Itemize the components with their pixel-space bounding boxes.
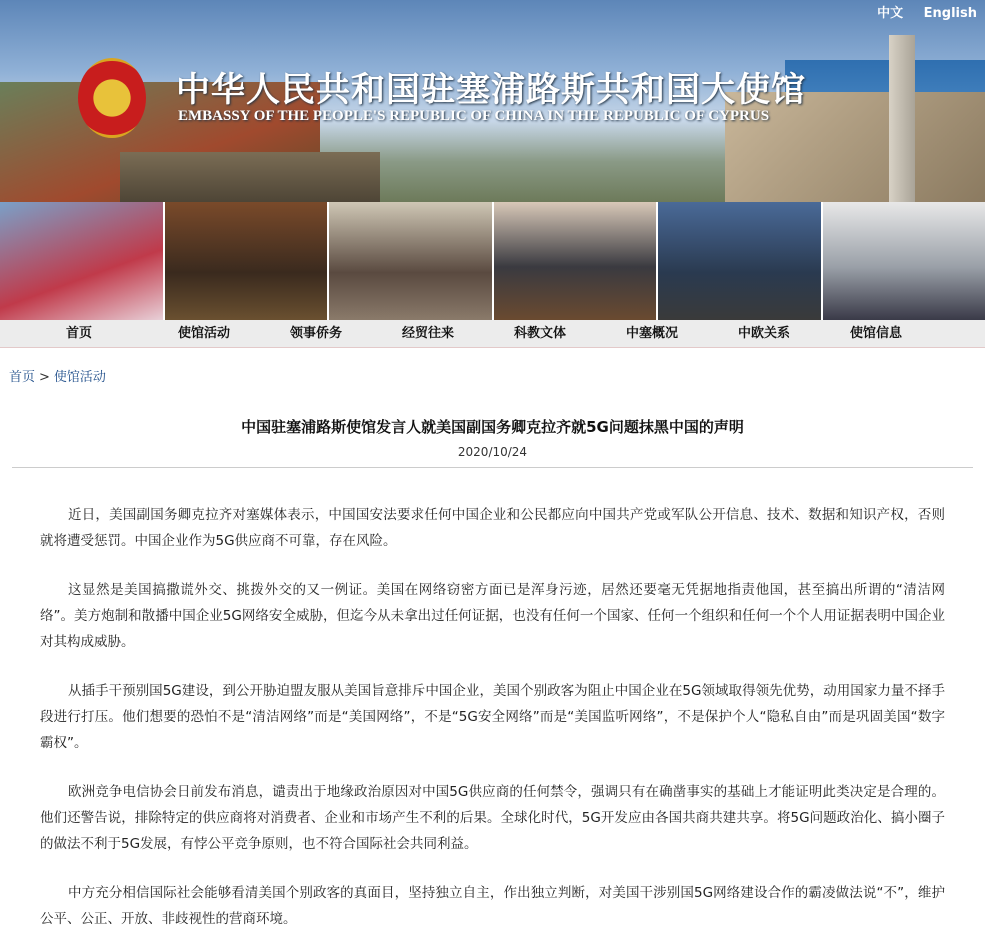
banner-column <box>889 35 915 202</box>
nav-trade[interactable]: 经贸往来 <box>402 326 455 341</box>
paragraph: 这显然是美国搞撒谎外交、挑拨外交的又一例证。美国在网络窃密方面已是浑身污迹，居然还要毫无凭据地指责他国，甚至搞出所谓的“清洁网络”。美方炮制和散播中国企业5G网络安全威胁，但迄今从未拿出过任何证据，也没有任何一个国家、任何一个组织和任何一个个人用证据表明中国企业对其构成威胁。 <box>40 582 945 650</box>
language-switcher <box>861 2 977 21</box>
article-title: 中国驻塞浦路斯使馆发言人就美国副国务卿克拉齐就5G问题抹黑中国的声明 <box>241 418 744 436</box>
paragraph: 中方充分相信国际社会能够看清美国个别政客的真面目，坚持独立自主，作出独立判断，对美国干涉别国5G网络建设合作的霸凌做法说“不”，维护公平、公正、开放、非歧视性的营商环境。 <box>40 885 945 927</box>
photo-5[interactable] <box>658 202 821 320</box>
paragraph: 近日，美国副国务卿克拉齐对塞媒体表示，中国国安法要求任何中国企业和公民都应向中国共产党或军队公开信息、技术、数据和知识产权，否则就将遭受惩罚。中国企业作为5G供应商不可靠，存在风险。 <box>40 507 945 549</box>
paragraph: 从插手干预别国5G建设，到公开胁迫盟友服从美国旨意排斥中国企业，美国个别政客为阻止中国企业在5G领域取得领先优势，动用国家力量不择手段进行打压。他们想要的恐怕不是“清洁网络”而是“美国网络”，不是“5G安全网络”而是“美国监听网络”，不是保护个人“隐私自由”而是巩固美国“数字霸权”。 <box>40 683 945 751</box>
nav-china-cyprus[interactable]: 中塞概况 <box>626 326 679 341</box>
lang-english-link[interactable]: English <box>923 6 977 21</box>
photo-4[interactable] <box>494 202 657 320</box>
great-wall-image <box>120 152 380 202</box>
paragraph: 欧洲竞争电信协会日前发布消息，谴责出于地缘政治原因对中国5G供应商的任何禁令，强调只有在确凿事实的基础上才能证明此类决定是合理的。他们还警告说，排除特定的供应商将对消费者、企业和市场产生不利的后果。全球化时代，5G开发应由各国共商共建共享。将5G问题政治化、搞小圈子的做法不利于5G发展，有悖公平竞争原则，也不符合国际社会共同利益。 <box>40 784 945 852</box>
site-title-en: EMBASSY OF THE PEOPLE'S REPUBLIC OF CHINA IN THE REPUBLIC OF CYPRUS <box>178 108 770 124</box>
photo-6[interactable] <box>823 202 985 320</box>
nav-china-eu[interactable]: 中欧关系 <box>738 326 791 341</box>
photo-2[interactable] <box>165 202 328 320</box>
national-emblem-icon <box>78 58 146 138</box>
site-title-cn: 中华人民共和国驻塞浦路斯共和国大使馆 <box>176 70 806 110</box>
article-date: 2020/10/24 <box>457 445 528 459</box>
nav-embassy-activities[interactable]: 使馆活动 <box>178 326 231 341</box>
breadcrumb-current[interactable]: 使馆活动 <box>53 370 106 385</box>
nav-culture[interactable]: 科教文体 <box>514 326 567 341</box>
lang-chinese-link[interactable]: 中文 <box>877 6 904 21</box>
nav-embassy-info[interactable]: 使馆信息 <box>850 326 903 341</box>
header-banner <box>0 0 985 202</box>
photo-1[interactable] <box>0 202 163 320</box>
main-nav <box>0 320 985 348</box>
photo-strip <box>0 202 985 320</box>
article-body <box>0 468 985 932</box>
nav-home[interactable]: 首页 <box>66 326 93 341</box>
breadcrumb-home[interactable]: 首页 <box>9 370 36 385</box>
photo-3[interactable] <box>329 202 492 320</box>
nav-consular[interactable]: 领事侨务 <box>290 326 343 341</box>
breadcrumb <box>0 348 985 408</box>
breadcrumb-separator: > <box>39 370 50 385</box>
